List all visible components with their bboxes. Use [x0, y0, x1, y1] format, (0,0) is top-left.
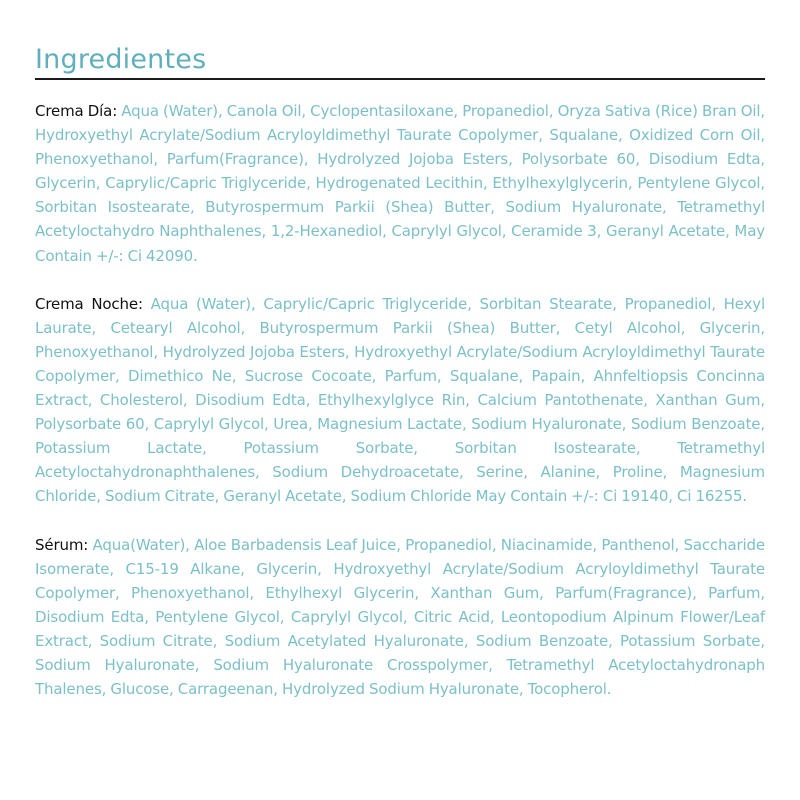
section-crema-dia — [35, 99, 765, 268]
section-crema-noche — [35, 292, 765, 509]
section-label-crema-noche: Crema Noche: — [35, 294, 143, 313]
section-serum — [35, 533, 765, 702]
ingredients-document — [35, 0, 765, 701]
section-label-serum: Sérum: — [35, 535, 89, 554]
section-text-serum: Aqua(Water), Aloe Barbadensis Leaf Juice, Propanediol, Niacinamide, Panthenol, Saccharide Isomerate, C15-19 Alkane, Glycerin, Hydroxyethyl Acrylate/Sodium Acryloyldimethyl Taurate Copolymer, Phenoxyethanol, Ethylhexyl Glycerin, Xanthan Gum, Parfum(Fragrance), Parfum, Disodium Edta, Pentylene Glycol, Caprylyl Glycol, Citric Acid, Leontopodium Alpinum Flower/Leaf Extract, Sodium Citrate, Sodium Acetylated Hyaluronate, Sodium Benzoate, Potassium Sorbate, Sodium Hyaluronate, Sodium Hyaluronate Crosspolymer, Tetramethyl Acetyloctahydronaph Thalenes, Glucose, Carrageenan, Hydrolyzed Sodium Hyaluronate, Tocopherol. — [35, 535, 765, 699]
section-text-crema-dia: Aqua (Water), Canola Oil, Cyclopentasiloxane, Propanediol, Oryza Sativa (Rice) Bran Oil, Hydroxyethyl Acrylate/Sodium Acryloyldimethyl Taurate Copolymer, Squalane, Oxidized Corn Oil, Phenoxyethanol, Parfum(Fragrance), Hydrolyzed Jojoba Esters, Polysorbate 60, Disodium Edta, Glycerin, Caprylic/Capric Triglyceride, Hydrogenated Lecithin, Ethylhexylglycerin, Pentylene Glycol, Sorbitan Isostearate, Butyrospermum Parkii (Shea) Butter, Sodium Hyaluronate, Tetramethyl Acetyloctahydro Naphthalenes, 1,2-Hexanediol, Caprylyl Glycol, Ceramide 3, Geranyl Acetate, May Contain +/-: Ci 42090. — [35, 102, 765, 265]
page-title: Ingredientes — [35, 44, 207, 75]
section-label-crema-dia: Crema Día: — [35, 102, 118, 120]
title-divider — [35, 78, 765, 80]
section-text-crema-noche: Aqua (Water), Caprylic/Capric Triglyceride, Sorbitan Stearate, Propanediol, Hexyl Laurate, Cetearyl Alcohol, Butyrospermum Parkii (Shea) Butter, Cetyl Alcohol, Glycerin, Phenoxyethanol, Hydrolyzed Jojoba Esters, Hydroxyethyl Acrylate/Sodium Acryloyldimethyl Taurate Copolymer, Dimethico Ne, Sucrose Cocoate, Parfum, Squalane, Papain, Ahnfeltiopsis Concinna Extract, Cholesterol, Disodium Edta, Ethylhexylglyce Rin, Calcium Pantothenate, Xanthan Gum, Polysorbate 60, Caprylyl Glycol, Urea, Magnesium Lactate, Sodium Hyaluronate, Sodium Benzoate, Potassium Lactate, Potassium Sorbate, Sorbitan Isostearate, Tetramethyl Acetyloctahydronaphthalenes, Sodium Dehydroacetate, Serine, Alanine, Proline, Magnesium Chloride, Sodium Citrate, Geranyl Acetate, Sodium Chloride May Contain +/-: Ci 19140, Ci 16255. — [35, 294, 765, 506]
